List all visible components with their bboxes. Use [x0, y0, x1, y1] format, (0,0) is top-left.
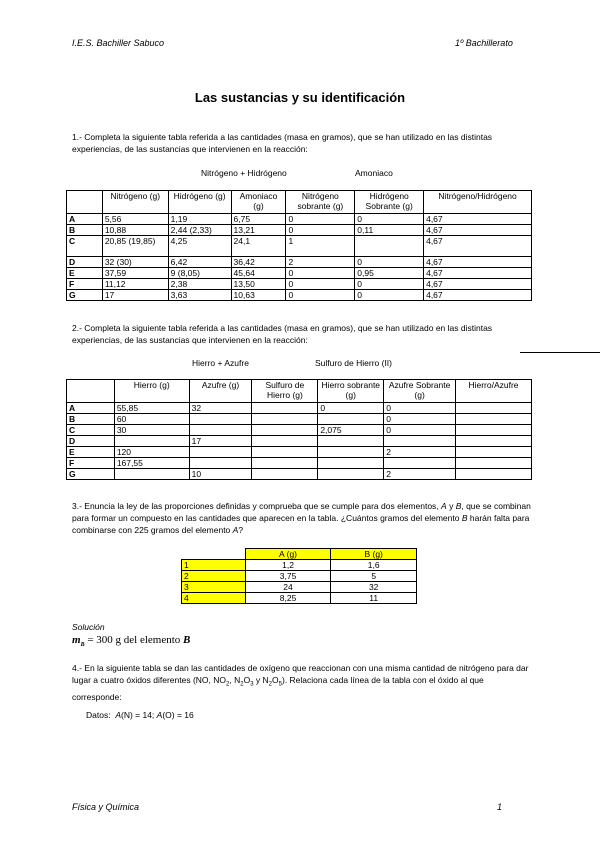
table-cell: 24 — [245, 582, 331, 593]
q1-product: Amoniaco — [355, 168, 393, 178]
table-cell: 0 — [355, 257, 424, 268]
table-cell — [384, 436, 456, 447]
table-cell: 32 (30) — [102, 257, 168, 268]
q2-header-2: Azufre (g) — [189, 380, 252, 403]
table-cell: 4,67 — [424, 290, 532, 301]
table-cell — [384, 458, 456, 469]
table-row — [67, 414, 532, 425]
q2-header-4: Hierro sobrante (g) — [318, 380, 384, 403]
table-cell: 0 — [355, 290, 424, 301]
table-cell — [189, 425, 252, 436]
table-cell: 36,42 — [231, 257, 286, 268]
table-cell — [318, 414, 384, 425]
row-label: E — [67, 268, 103, 279]
row-label: C — [67, 236, 103, 257]
row-label: 2 — [182, 571, 246, 582]
table-cell — [252, 414, 318, 425]
table-cell: 1,19 — [168, 214, 231, 225]
table-cell — [456, 414, 532, 425]
q1-text: 1.- Completa la siguiente tabla referida a las cantidades (masa en gramos), que se han utilizado en las distintas experiencias, de las sustancias que intervienen en la reacción: — [72, 132, 493, 154]
table-cell: 1 — [286, 236, 355, 257]
row-label: F — [67, 279, 103, 290]
table-cell: 1,2 — [245, 560, 331, 571]
row-label: G — [67, 469, 115, 480]
table-cell: 10,63 — [231, 290, 286, 301]
rule-line — [520, 352, 600, 353]
table-cell: 4,67 — [424, 279, 532, 290]
table-cell — [355, 236, 424, 257]
row-label: 4 — [182, 593, 246, 604]
table-cell — [252, 469, 318, 480]
table-cell: 5,56 — [102, 214, 168, 225]
table-row — [67, 447, 532, 458]
table-row — [67, 436, 532, 447]
table-cell — [456, 425, 532, 436]
table-row — [67, 268, 532, 279]
table-cell — [252, 447, 318, 458]
page-title: Las sustancias y su identificación — [194, 90, 406, 105]
header-course: 1º Bachillerato — [455, 38, 513, 48]
table-cell: 2,075 — [318, 425, 384, 436]
q3-header-b: B (g) — [331, 549, 417, 560]
q4-text: 4.- En la siguiente tabla se dan las cantidades de oxígeno que reaccionan con una misma cantidad de nitrógeno para dar lugar a cuatro óxidos diferentes (NO, $NO_2$, $N_2O_3$ y $N_2O_5$). Relaciona cada línea de la tabla con el óxido al que corresponde: — [72, 663, 529, 702]
table-cell: 55,85 — [114, 403, 189, 414]
table-cell: 4,67 — [424, 236, 532, 257]
table-cell: 4,67 — [424, 268, 532, 279]
solution-value: $m_B = 300$ g del elemento B — [72, 634, 191, 649]
table-cell: 0 — [318, 403, 384, 414]
table-cell: 2 — [384, 469, 456, 480]
q2-header-3: Sulfuro de Hierro (g) — [252, 380, 318, 403]
table-cell: 24,1 — [231, 236, 286, 257]
q1-header-1: Nitrógeno (g) — [102, 191, 168, 214]
q1-table — [66, 190, 532, 301]
q1-header-4: Nitrógeno sobrante (g) — [286, 191, 355, 214]
table-cell: 0,11 — [355, 225, 424, 236]
table-row — [67, 290, 532, 301]
page-number: 1 — [497, 802, 503, 812]
solution-label: Solución — [72, 622, 105, 632]
header-school: I.E.S. Bachiller Sabuco — [72, 38, 165, 48]
table-cell: 10 — [189, 469, 252, 480]
table-cell: 4,67 — [424, 214, 532, 225]
row-label: E — [67, 447, 115, 458]
table-row — [67, 458, 532, 469]
table-cell: 13,50 — [231, 279, 286, 290]
table-cell — [252, 403, 318, 414]
table-cell: 3,63 — [168, 290, 231, 301]
table-cell: 0,95 — [355, 268, 424, 279]
table-cell: 32 — [331, 582, 417, 593]
table-cell: 37,59 — [102, 268, 168, 279]
q3-header-a: A (g) — [245, 549, 331, 560]
table-cell: 1,6 — [331, 560, 417, 571]
footer-subject: Física y Química — [72, 802, 140, 812]
table-cell: 0 — [355, 214, 424, 225]
q1-header-6: Nitrógeno/Hidrógeno — [424, 191, 532, 214]
table-cell: 0 — [286, 268, 355, 279]
table-cell: 9 (8,05) — [168, 268, 231, 279]
table-cell: 4,25 — [168, 236, 231, 257]
table-cell — [456, 458, 532, 469]
row-label: B — [67, 414, 115, 425]
table-cell: 0 — [286, 214, 355, 225]
row-label: D — [67, 436, 115, 447]
q1-header-3: Amoniaco (g) — [231, 191, 286, 214]
table-cell — [252, 436, 318, 447]
table-row — [67, 425, 532, 436]
table-cell: 2 — [286, 257, 355, 268]
q1-reactants: Nitrógeno + Hidrógeno — [201, 168, 287, 178]
table-cell: 45,64 — [231, 268, 286, 279]
row-label: G — [67, 290, 103, 301]
q2-product: Sulfuro de Hierro (II) — [315, 358, 392, 368]
table-cell — [189, 458, 252, 469]
table-cell — [189, 447, 252, 458]
table-cell: 120 — [114, 447, 189, 458]
table-cell — [252, 458, 318, 469]
q4-data: Datos: A(N) = 14; A(O) = 16 — [86, 710, 194, 720]
q2-text: 2.- Completa la siguiente tabla referida a las cantidades (masa en gramos), que se han utilizado en las distintas experiencias, de las sustancias que intervienen en la reacción: — [72, 323, 493, 345]
table-cell: 3,75 — [245, 571, 331, 582]
table-cell — [318, 436, 384, 447]
q1-header-0 — [67, 191, 103, 214]
table-cell: 6,75 — [231, 214, 286, 225]
table-cell: 60 — [114, 414, 189, 425]
table-cell — [252, 425, 318, 436]
table-cell: 2 — [384, 447, 456, 458]
row-label: C — [67, 425, 115, 436]
table-row — [182, 571, 417, 582]
table-cell — [114, 436, 189, 447]
row-label: 1 — [182, 560, 246, 571]
table-cell: 4,67 — [424, 257, 532, 268]
table-cell — [318, 469, 384, 480]
table-cell — [456, 403, 532, 414]
table-row — [182, 582, 417, 593]
table-row — [67, 469, 532, 480]
row-label: B — [67, 225, 103, 236]
table-cell: 0 — [384, 425, 456, 436]
table-row — [67, 214, 532, 225]
table-cell: 0 — [384, 414, 456, 425]
row-label: A — [67, 403, 115, 414]
table-cell — [456, 447, 532, 458]
table-cell: 0 — [286, 290, 355, 301]
row-label: A — [67, 214, 103, 225]
table-cell: 17 — [102, 290, 168, 301]
table-cell: 20,85 (19,85) — [102, 236, 168, 257]
row-label: 3 — [182, 582, 246, 593]
table-cell: 4,67 — [424, 225, 532, 236]
table-row — [182, 560, 417, 571]
table-cell: 13,21 — [231, 225, 286, 236]
table-cell: 2,44 (2,33) — [168, 225, 231, 236]
table-cell: 0 — [355, 279, 424, 290]
table-row — [67, 257, 532, 268]
table-row — [67, 225, 532, 236]
table-cell: 8,25 — [245, 593, 331, 604]
q2-header-6: Hierro/Azufre — [456, 380, 532, 403]
table-cell — [114, 469, 189, 480]
q2-table — [66, 379, 532, 480]
q1-header-2: Hidrógeno (g) — [168, 191, 231, 214]
q1-header-5: Hidrógeno Sobrante (g) — [355, 191, 424, 214]
table-cell: 30 — [114, 425, 189, 436]
table-cell: 167,55 — [114, 458, 189, 469]
table-cell — [456, 436, 532, 447]
table-row — [182, 593, 417, 604]
q3-text: 3.- Enuncia la ley de las proporciones definidas y comprueba que se cumple para dos elementos, A y B, que se combinan para formar un compuesto en las cantidades que aparecen en la tabla. ¿Cuántos gramos del elemento B harán falta para combinarse con 225 gramos del elemento A? — [72, 501, 531, 535]
table-row — [67, 403, 532, 414]
q2-reactants: Hierro + Azufre — [192, 358, 249, 368]
table-row — [67, 279, 532, 290]
table-row — [67, 236, 532, 257]
table-cell: 0 — [286, 225, 355, 236]
table-cell: 0 — [384, 403, 456, 414]
table-cell — [318, 458, 384, 469]
q3-table — [181, 548, 417, 604]
row-label: D — [67, 257, 103, 268]
row-label: F — [67, 458, 115, 469]
table-cell: 2,38 — [168, 279, 231, 290]
q2-header-1: Hierro (g) — [114, 380, 189, 403]
q2-header-5: Azufre Sobrante (g) — [384, 380, 456, 403]
table-cell — [456, 469, 532, 480]
table-cell — [189, 414, 252, 425]
table-cell: 11,12 — [102, 279, 168, 290]
table-cell: 0 — [286, 279, 355, 290]
table-cell: 5 — [331, 571, 417, 582]
q2-header-0 — [67, 380, 115, 403]
table-cell: 10,88 — [102, 225, 168, 236]
table-cell: 11 — [331, 593, 417, 604]
table-cell: 6,42 — [168, 257, 231, 268]
table-cell: 17 — [189, 436, 252, 447]
table-cell: 32 — [189, 403, 252, 414]
table-cell — [318, 447, 384, 458]
